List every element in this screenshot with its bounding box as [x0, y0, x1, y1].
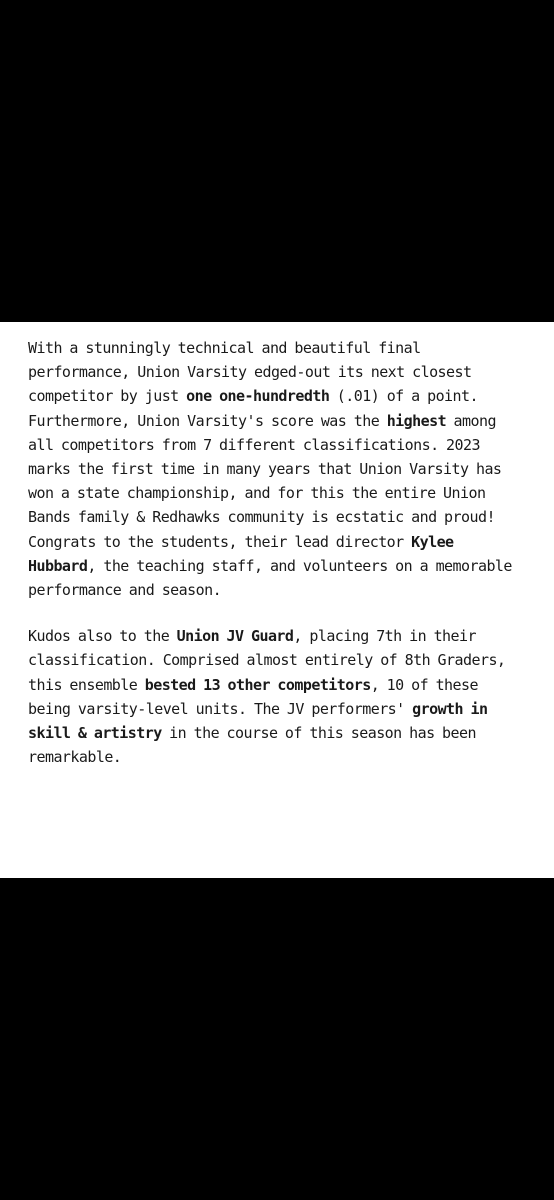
text-segment: With a stunningly technical and beautiful final performance, Union Varsity edged-out its next closest competitor by just: [28, 339, 472, 406]
text-segment: in the course of this season has been remarkable.: [28, 724, 476, 767]
text-segment: Kudos also to the: [28, 627, 177, 646]
text-segment: , the teaching staff, and volunteers on a memorable performance and season.: [28, 556, 512, 600]
top-black-area: [0, 0, 554, 322]
text-segment: among all competitors from 7 different classifications. 2023 marks the first time in many years that Union Varsity has won a state championship, and for this the entire Union Bands family & Redhawks community is ecstatic and proud! Congrats to the students, their lead director: [28, 411, 502, 551]
text-segment: (.01) of a point. Furthermore, Union Varsity's score was the: [28, 387, 478, 430]
bottom-black-area: [0, 878, 554, 1200]
emphasis-highest: highest: [386, 411, 447, 430]
paragraph-jv-guard: [28, 624, 526, 769]
text-segment: , placing 7th in their classification. Comprised almost entirely of 8th Graders, this ensemble: [28, 627, 506, 694]
text-segment: , 10 of these being varsity-level units. The JV performers': [28, 675, 478, 718]
paragraph-varsity: [28, 336, 526, 602]
emphasis-director-name: Kylee Hubbard: [28, 532, 454, 575]
article-card: [0, 322, 554, 878]
emphasis-jv-guard: Union JV Guard: [176, 627, 294, 646]
emphasis-bested-competitors: bested 13 other competitors: [144, 675, 371, 694]
emphasis-one-hundredth: one one-hundredth: [186, 387, 330, 406]
emphasis-growth: growth in skill & artistry: [28, 699, 488, 743]
